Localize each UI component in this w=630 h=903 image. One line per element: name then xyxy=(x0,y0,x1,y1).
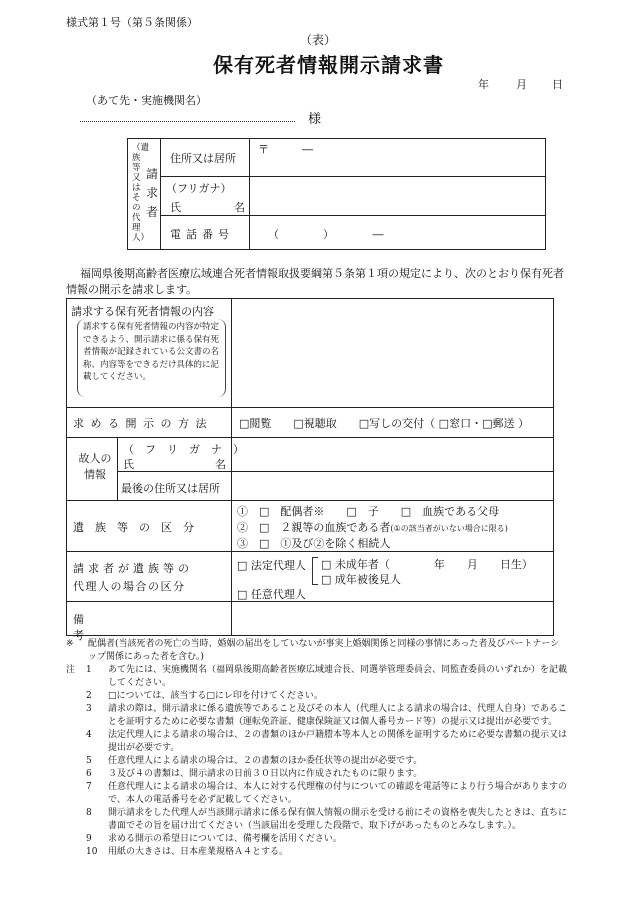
deceased-label: 故人の情報 xyxy=(78,452,112,481)
notes-list: 1 あて先には、実施機関名（福岡県後期高齢者医療広域連合長、同選挙管理委員会、同監査委員のいずれか）を記載してください。 2 □については、該当する□にレ印を付けてください。 3 請求の際は、開示請求に係る遺族等であること及びその本人（代理人による請求の場合は、代理人自身）であることを証明するために必要な書類（運転免許証、健康保険証又は個人番号カード等）の提示又は提出が必要です。 4 法定代理人による請求の場合は、２の書類のほか戸籍謄本等本人との関係を証明するために必要な書類の提示又は提出が必要です。 5 任意代理人による請求の場合は、２の書類のほか委任状等の提出が必要です。 6 ３及び４の書類は、開示請求の日前３０日以内に作成されたものに限ります。 7 任意代理人による請求の場合は、本人に対する代理権の付与についての確認を電話等により行う場合がありますので、本人の電話番号を必ず記載してください。 8 開示請求をした代理人が当該開示請求に係る保有個人情報の開示を受ける前にその資格を喪失したときは、直ちに書面でその旨を届け出てください（当該届出を受理した段階で、取下げがあったものとみなします。）。 9 求める開示の希望日については、備考欄を活用ください。 10 用紙の大きさは、日本産業規格Ａ４とする。 xyxy=(86,665,568,857)
name-label-a: 氏 xyxy=(170,201,181,214)
requester-box xyxy=(127,138,546,250)
family-option-1[interactable]: ① □ 配偶者※ □ 子 □ 血族である父母 xyxy=(237,505,500,518)
method-options[interactable]: □閲覧 □視聴取 □写しの交付（ □窓口・□郵送 ） xyxy=(239,417,529,430)
addressee-field[interactable] xyxy=(80,120,295,122)
postal-code-field[interactable]: 〒 ― xyxy=(258,143,313,156)
form-number: 様式第１号（第５条関係） xyxy=(66,16,198,29)
note-4: 法定代理人による請求の場合は、２の書類のほか戸籍謄本等本人との関係を証明するために必要な書類の提示又は提出が必要です。 xyxy=(108,730,568,753)
agent-label-2: 代理人の場合の区分 xyxy=(73,580,186,593)
address-label: 住所又は居所 xyxy=(170,152,236,165)
agent-legal-option[interactable]: □ 法定代理人 xyxy=(237,559,306,572)
addressee-label: （あて先・実施機関名） xyxy=(86,94,207,107)
deceased-address-field[interactable] xyxy=(233,473,551,499)
family-label: 遺族等の区分 xyxy=(73,521,205,534)
honorific-sama: 様 xyxy=(308,112,322,127)
intro-text: 福岡県後期高齢者医療広域連合死者情報取扱要綱第５条第１項の規定により、次のとおり保有死者情報の開示を請求します。 xyxy=(66,267,564,296)
content-label: 請求する保有死者情報の内容 xyxy=(71,305,214,318)
deceased-name-a: 氏 xyxy=(123,458,134,471)
deceased-name-field[interactable] xyxy=(233,439,551,469)
agent-voluntary-option[interactable]: □ 任意代理人 xyxy=(237,588,306,601)
note-8: 開示請求をした代理人が当該開示請求に係る保有個人情報の開示を受ける前にその資格を喪失したときは、直ちに書面でその旨を届け出てください（当該届出を受理した段階で、取下げがあったものとみなします。）。 xyxy=(108,808,568,831)
agent-minor-option[interactable]: □ 未成年者（ 年 月 日生） xyxy=(321,558,533,571)
deceased-name-b: 名 xyxy=(215,458,226,471)
deceased-address-label: 最後の住所又は居所 xyxy=(121,482,220,495)
date-day: 日 xyxy=(552,78,563,91)
asterisk-mark: ※ xyxy=(66,639,74,649)
asterisk-note: 配偶者(当該死者の死亡の当時、婚姻の届出をしていないが事実上婚姻関係と同様の事情にあった者及びパートナーシップ関係にあった者を含む。) xyxy=(88,639,560,662)
note-2: □については、該当する□にレ印を付けてください。 xyxy=(108,691,323,701)
tel-field[interactable]: （ ） ― xyxy=(268,228,384,241)
note-10: 用紙の大きさは、日本産業規格Ａ４とする。 xyxy=(108,847,289,857)
main-table xyxy=(66,298,554,642)
front-side-label: （表） xyxy=(300,33,337,47)
requester-side-note: （遺族等又はその代理人） xyxy=(132,143,150,243)
agent-label-1: 請求者が遺族等の xyxy=(73,562,193,575)
notes-heading: 注 xyxy=(66,665,76,675)
note-9: 求める開示の希望日については、備考欄を活用ください。 xyxy=(108,834,342,844)
requester-side-label: 請求者 xyxy=(146,167,159,219)
date-year: 年 xyxy=(478,78,489,91)
content-field[interactable] xyxy=(233,301,551,405)
tel-label: 電話番号 xyxy=(170,228,234,241)
deceased-furigana: （ フ リ ガ ナ ） xyxy=(123,443,244,456)
method-label: 求める開示の方法 xyxy=(73,417,213,430)
content-note: 請求する保有死者情報の内容が特定できるよう、開示請求に係る保有死者情報が記録されている公文書の名称、内容等をできるだけ具体的に記載してください。 xyxy=(83,322,220,382)
note-5: 任意代理人による請求の場合は、２の書類のほか委任状等の提出が必要です。 xyxy=(108,756,423,766)
note-3: 請求の際は、開示請求に係る遺族等であること及びその本人（代理人による請求の場合は、代理人自身）であることを証明するために必要な書類（運転免許証、健康保険証又は個人番号カード等）の提示又は提出が必要です。 xyxy=(108,704,568,727)
family-option-3[interactable]: ③ □ ①及び②を除く相続人 xyxy=(237,537,391,550)
name-label-b: 名 xyxy=(234,201,245,214)
page-title: 保有死者情報開示請求書 xyxy=(213,53,444,77)
remarks-label: 備考 xyxy=(73,613,202,642)
furigana-label: （フリガナ） xyxy=(166,182,232,195)
family-option-2[interactable]: ② □ ２親等の血族である者(①の該当者がいない場合に限る) xyxy=(237,521,508,534)
date-month: 月 xyxy=(516,78,527,91)
note-1: あて先には、実施機関名（福岡県後期高齢者医療広域連合長、同選挙管理委員会、同監査委員のいずれか）を記載してください。 xyxy=(108,665,568,688)
agent-adult-option[interactable]: □ 成年被後見人 xyxy=(321,573,401,586)
remarks-field[interactable] xyxy=(233,603,551,633)
note-7: 任意代理人による請求の場合は、本人に対する代理権の付与についての確認を電話等により行う場合がありますので、本人の電話番号を必ず記載してください。 xyxy=(108,782,567,805)
note-6: ３及び４の書類は、開示請求の日前３０日以内に作成されたものに限ります。 xyxy=(108,769,423,779)
